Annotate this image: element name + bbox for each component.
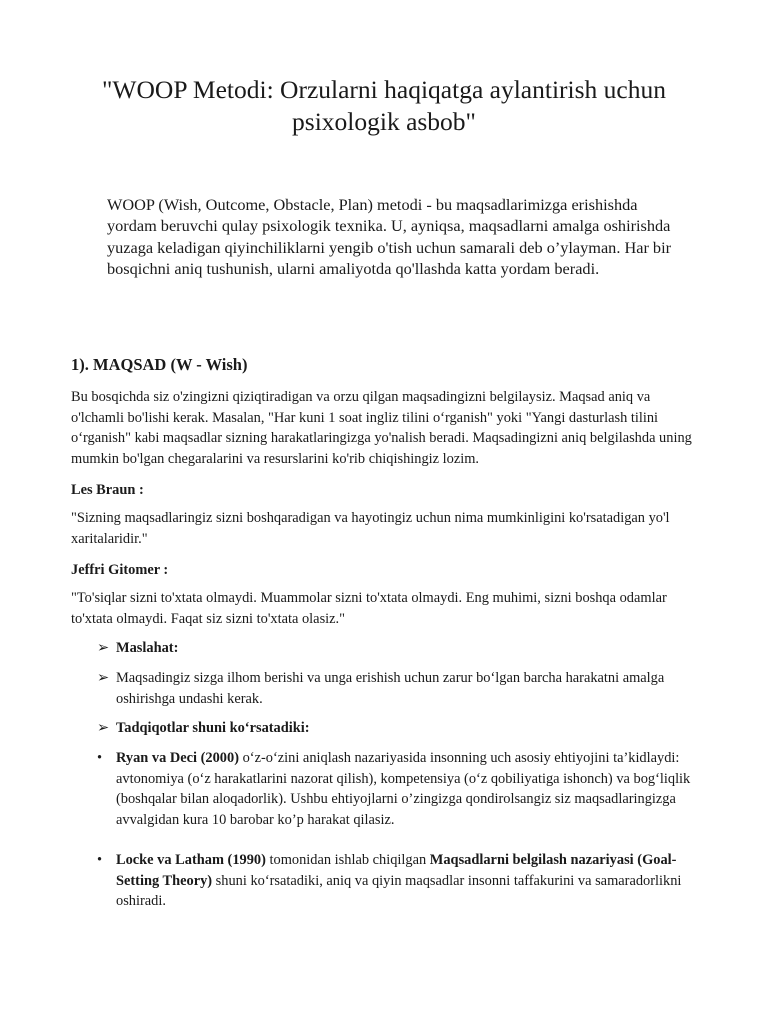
bullet-dot-icon: •	[97, 750, 103, 766]
list-item-research-ryan-deci	[97, 748, 697, 830]
research-ryan-deci-body: o‘z-o‘zini aniqlash nazariyasida insonning uch asosiy ehtiyojini ta’kidlaydi: avtonomiya (o‘z harakatlarini nazorat qilish), kompetensiya (o‘z qobiliyatiga ishonch) va bog‘liqlik (boshqalar bilan aloqadorlik). Ushbu ehtiyojlarni o’zingizga qondirolsangiz siz maqsadlaringizga avvalgidan kura 10 barobar ko’p harakat qilasiz.	[116, 750, 691, 828]
research-locke-latham-citation: Locke va Latham (1990)	[116, 852, 266, 868]
research-ryan-deci-text	[116, 748, 697, 830]
list-item-advice-text	[97, 668, 697, 709]
research-locke-latham-body-a: tomonidan ishlab chiqilgan	[265, 852, 430, 868]
research-ryan-deci-citation: Ryan va Deci (2000)	[116, 750, 239, 766]
list-item-advice-label	[97, 638, 697, 659]
list-item-research-label	[97, 718, 697, 739]
quote-text-les-braun: "Sizning maqsadlaringiz sizni boshqaradigan va hayotingiz uchun nima mumkinligini ko'rsatadigan yo'l xaritalaridir."	[71, 510, 670, 547]
section-heading-wish: 1). MAQSAD (W - Wish)	[71, 355, 248, 374]
bullet-dot-icon: •	[97, 852, 103, 868]
research-locke-latham-body-b: shuni ko‘rsatadiki, aniq va qiyin maqsadlar insonni taffakurini va samaradorlikni oshiradi.	[116, 872, 682, 910]
wish-paragraph: Bu bosqichda siz o'zingizni qiziqtiradigan va orzu qilgan maqsadingizni belgilaysiz. Maqsad aniq va o'lchamli bo'lishi kerak. Masalan, "Har kuni 1 soat ingliz tilini o‘rganish" yoki "Yangi dasturlash tilini o‘rganish" kabi maqsadlar sizning harakatlaringizga yo'nalish beradi. Maqsadingizni aniq belgilashda uning mumkin bo'lgan chegaralarini va resurslarini ko'rib chiqishingiz lozim.	[71, 389, 692, 467]
arrow-bullet-icon: ➢	[97, 640, 110, 656]
research-locke-latham-text	[116, 850, 697, 912]
list-item-research-locke-latham	[97, 850, 697, 912]
quote-author-les-braun: Les Braun :	[71, 482, 144, 498]
quote-text-jeffri-gitomer: "To'siqlar sizni to'xtata olmaydi. Muammolar sizni to'xtata olmaydi. Eng muhimi, sizni boshqa odamlar to'xtata olmaydi. Faqat siz sizni to'xtata olasiz."	[71, 590, 667, 627]
advice-label: Maslahat:	[116, 640, 179, 656]
goal-setting-theory-name: Maqsadlarni belgilash nazariyasi (Goal-Setting Theory)	[116, 852, 677, 889]
document-title: "WOOP Metodi: Orzularni haqiqatga aylantirish uchun psixologik asbob"	[102, 75, 666, 136]
arrow-bullet-icon: ➢	[97, 670, 110, 686]
advice-text: Maqsadingiz sizga ilhom berishi va unga erishish uchun zarur bo‘lgan barcha harakatni amalga oshirishga undashi kerak.	[116, 670, 665, 707]
quote-author-jeffri-gitomer: Jeffri Gitomer :	[71, 562, 169, 578]
research-label: Tadqiqotlar shuni ko‘rsatadiki:	[116, 720, 310, 736]
intro-paragraph: WOOP (Wish, Outcome, Obstacle, Plan) metodi - bu maqsadlarimizga erishishda yordam beruvchi qulay psixologik texnika. U, ayniqsa, maqsadlarni amalga oshirishda yuzaga keladigan qiyinchiliklarni yengib o'tish uchun samarali deb o’ylayman. Har bir bosqichni aniq tushunish, ularni amaliyotda qo'llashda katta yordam beradi.	[107, 195, 672, 278]
arrow-bullet-icon: ➢	[97, 720, 110, 736]
